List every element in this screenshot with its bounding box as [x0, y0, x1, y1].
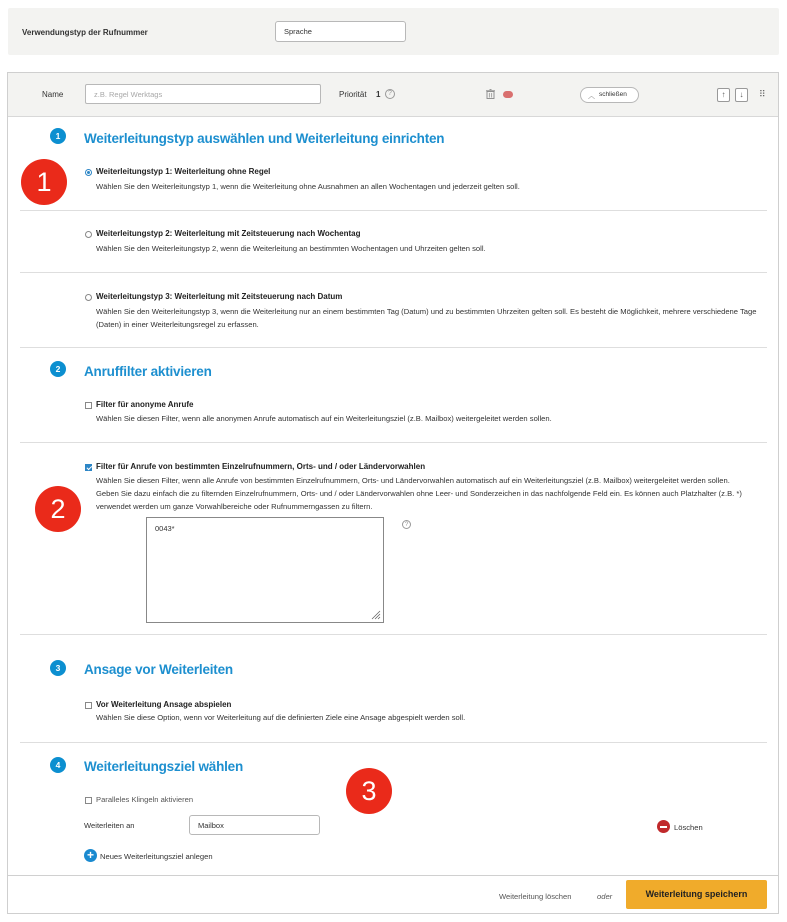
delete-forwarding-link[interactable]: Weiterleitung löschen	[499, 892, 572, 901]
resize-handle-icon[interactable]	[371, 610, 381, 620]
section-title-announcement: Ansage vor Weiterleiten	[84, 662, 233, 677]
move-up-button[interactable]: ↑	[717, 88, 730, 102]
close-rule-button[interactable]	[580, 87, 639, 103]
rule-header	[8, 73, 778, 117]
usage-type-select[interactable]: Sprache	[275, 21, 406, 42]
save-forwarding-button[interactable]: Weiterleitung speichern	[626, 880, 767, 909]
priority-label: Priorität	[339, 90, 367, 99]
close-rule-label: schließen	[599, 91, 627, 98]
chevron-up-icon: ︿	[588, 93, 595, 100]
number-filter-value: 0043*	[155, 524, 175, 533]
section-title-target: Weiterleitungsziel wählen	[84, 759, 244, 774]
checkbox-announcement[interactable]	[85, 702, 92, 709]
option-type-3-desc: Wählen Sie den Weiterleitungstyp 3, wenn die Weiterleitung nur an einem bestimmten Tag (Datum) und zu bestimmten Uhrzeiten gelten soll. Es besteht die Möglichkeit, mehrere verschiedene Tage (Daten) in einer Weiterleitungsregel zu erfassen.	[96, 307, 757, 329]
annotation-marker-1: 1	[21, 159, 67, 205]
announcement-label: Vor Weiterleitung Ansage abspielen	[96, 700, 232, 709]
divider	[20, 347, 767, 348]
checkbox-parallel-ringing[interactable]	[85, 797, 92, 804]
annotation-marker-3: 3	[346, 768, 392, 814]
add-target-label[interactable]: Neues Weiterleitungsziel anlegen	[100, 852, 213, 861]
radio-type-3[interactable]	[85, 294, 92, 301]
announcement-desc: Wählen Sie diese Option, wenn vor Weiterleitung auf die definierten Ziele eine Ansage abgespielt werden soll.	[96, 713, 466, 722]
divider	[20, 742, 767, 743]
radio-type-1[interactable]	[85, 169, 92, 176]
trash-icon[interactable]	[486, 89, 495, 99]
forward-target-input[interactable]: Mailbox	[189, 815, 320, 835]
divider	[20, 442, 767, 443]
step-number-1: 1	[50, 128, 66, 144]
priority-value: 1	[376, 90, 381, 99]
section-title-forward-type: Weiterleitungstyp auswählen und Weiterleitung einrichten	[84, 131, 445, 146]
annotation-marker-2: 2	[35, 486, 81, 532]
option-type-1-label: Weiterleitungstyp 1: Weiterleitung ohne Regel	[96, 167, 271, 176]
option-type-1-desc: Wählen Sie den Weiterleitungstyp 1, wenn die Weiterleitung ohne Ausnahmen an allen Wochentagen und jederzeit gelten soll.	[96, 182, 520, 191]
or-label: oder	[597, 892, 613, 901]
drag-handle-icon[interactable]: ⠿	[759, 89, 765, 99]
step-number-4: 4	[50, 757, 66, 773]
add-target-icon[interactable]: +	[84, 849, 97, 862]
divider	[20, 272, 767, 273]
divider	[20, 634, 767, 635]
usage-type-bar	[8, 8, 779, 55]
delete-target-label[interactable]: Löschen	[674, 823, 703, 832]
move-down-button[interactable]: ↓	[735, 88, 748, 102]
radio-type-2[interactable]	[85, 231, 92, 238]
parallel-ringing-label: Paralleles Klingeln aktivieren	[96, 795, 194, 804]
rule-name-input[interactable]: z.B. Regel Werktags	[85, 84, 321, 104]
name-label: Name	[42, 90, 64, 99]
delete-target-icon[interactable]	[657, 820, 670, 833]
divider	[20, 210, 767, 211]
rule-status-dot[interactable]	[503, 91, 513, 98]
checkbox-anonymous-filter[interactable]	[85, 402, 92, 409]
option-type-3-label: Weiterleitungstyp 3: Weiterleitung mit Zeitsteuerung nach Datum	[96, 292, 343, 301]
priority-help-icon[interactable]: ?	[385, 89, 395, 99]
number-filter-textarea[interactable]	[146, 517, 384, 623]
checkbox-number-filter[interactable]	[85, 464, 92, 471]
forward-to-label: Weiterleiten an	[84, 821, 135, 830]
section-title-call-filter: Anruffilter aktivieren	[84, 364, 212, 379]
step-number-3: 3	[50, 660, 66, 676]
step-number-2: 2	[50, 361, 66, 377]
usage-type-label: Verwendungstyp der Rufnummer	[22, 28, 148, 37]
option-type-2-label: Weiterleitungstyp 2: Weiterleitung mit Zeitsteuerung nach Wochentag	[96, 229, 361, 238]
anonymous-filter-label: Filter für anonyme Anrufe	[96, 400, 194, 409]
filter-help-icon[interactable]: ?	[402, 520, 411, 529]
number-filter-desc: Wählen Sie diesen Filter, wenn alle Anrufe von bestimmten Einzelrufnummern, Orts- und Ländervorwahlen automatisch auf ein Weiterleitungsziel (z.B. Mailbox) weitergeleitet werden sollen. Geben Sie dazu einfach die zu filternden Einzelrufnummern, Orts- und / oder Ländervorwahlen ohne Leer- und Sonderzeichen in das nachfolgende Feld ein. Es können auch Platzhalter (z.B. *) verwendet werden um ganze Vorwahlbereiche oder Rufnummerngassen zu filtern.	[96, 476, 742, 511]
option-type-2-desc: Wählen Sie den Weiterleitungstyp 2, wenn die Weiterleitung an bestimmten Wochentagen und Uhrzeiten gelten soll.	[96, 244, 486, 253]
anonymous-filter-desc: Wählen Sie diesen Filter, wenn alle anonymen Anrufe automatisch auf ein Weiterleitungsziel (z.B. Mailbox) weitergeleitet werden sollen.	[96, 414, 552, 423]
number-filter-label: Filter für Anrufe von bestimmten Einzelrufnummern, Orts- und / oder Ländervorwahlen	[96, 462, 426, 471]
